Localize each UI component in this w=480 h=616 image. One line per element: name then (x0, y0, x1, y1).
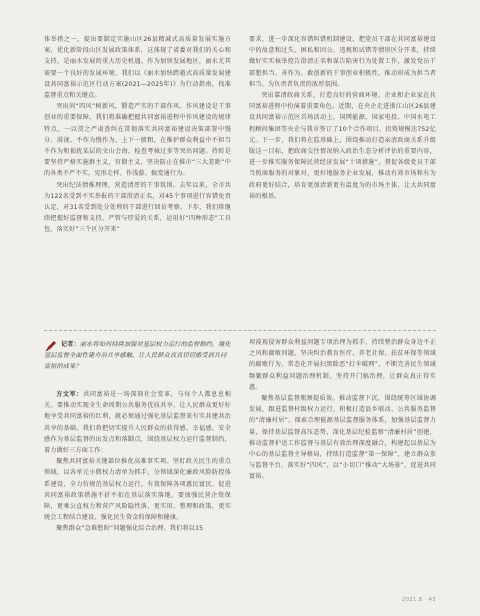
bottom-left-column (44, 389, 231, 535)
bottom-right-column (249, 337, 436, 483)
paragraph: 聚焦共同富裕关键部位推优高难事实项。坚盯政关民生的重点领域，以各单元小微权力清单为抓手，分领域深化廉政风险防控体系建设，全力仿规范基层权力运行，有效保障各项惠民富民、促进共同富裕政策措施不折不扣在基层落实落地。要加强民营企资保障，更乘公直权力和营产风险隐性落，更实用、整理和政策，更实统会工程结合建设、强化民生资金的保障和健康。 (44, 458, 231, 522)
paragraph: 突出靠清政商关系，打造良好的营商环境。企业和企业家在共同富裕进程中扮演着重要角色。近期，在央企走进浙江山区26县建设共同富裕示范区首场活动上，国网能源、国家电投、中国水电工程顾问集团等央企与我市签订了10个合作项目，投资规模达752亿元。下一步，我们将在监基础上，围绕推动打造亲清政商关系升级版这一目标，把政商交往情况纳入政治生态分析评估的重要内容，进一步推实服务保障民营经济发展“十项措施”，督促各级党员干部当照商服务的对象对，更好地服务企业发展，推动有效市场和有为政府更好结合，培育更加清新更有温度为的市场主体，让大共同富裕的根基。 (249, 92, 436, 200)
paragraph: 聚焦基层监督瓶颈提质效。推动监督下沉，围绕统筹区域协调发展，跟进监督村级权力运行，积极打造县乡联动、公共服务监督的“清廉村居”，探索合理能源基层监督服务体系，加强基层监督力量，保持基层监督高压态势，深化基层纪检监察“清廉村居”创建，推动监督护送工作监督与基层有效治理深度融合，构建起以基层为中心的基层监督主导格局，持续打造监督“第一保障”，建立群众参与监督平台，落实好“四风”、以“小切口”推动“大场景”，促进共同富裕。 (249, 395, 436, 481)
paragraph: 要求，进一步深化容错纠错机制建设，把党员干部在共同富裕建设中的故意和过失，困私和因公、违规和试错等情形区分开来，持续做好实实核举控告澄清正名和谋告陷害行为处置工作，激发党员干部想担当、善作为、敢创新的干事创业积极性，推动形成为担当者担当、为负责者负责的浓厚氛围。 (249, 36, 436, 88)
paragraph: 突出纪法情推理理，营造清厚的干事氛围。去年以来，全市共为122名受到不实举报的干部澄清正名，对45个事项进行容错免责认定，对31名受到处分处理的干部进行回访考察。下步，我们将继续把握好监督和支持、严管与厚爱的关系，运用好“四种形态”工具包，落实好“三个区分开来” (44, 181, 231, 234)
paragraph: 聚焦群众“急难愁盼”问题强化综合治理。我们将以15 (56, 525, 204, 533)
interview-question (44, 339, 232, 373)
top-left-column (44, 34, 231, 236)
top-right-column (249, 34, 436, 202)
page-footer: 2021.8 · 43 (401, 597, 436, 603)
answer-text: 共同富裕是一场深刻社会变革，与每个人都息息相关。要推动实现全生命周期公共服务优质共享，让人民群众更好好地享受共同富裕的红利，就必须通过强化基层监督来有实共建共治共享的基础。我们将把切实提升人民群众的获得感、幸福感、安全感作为基层监督的出发点和落脚点，围绕基层权力运行监督制约，着力做好三方面工作： (44, 391, 231, 455)
section-divider (44, 330, 436, 331)
paragraph: 突出问“四风”树新风，锻造严实的干部作风。作风建设是干事创业的重要保障。我们将准确把握共同富裕进程中作风建设的规律特点，一以贯之严肃查纠在贯彻落实共同富裕建设决策部署中慢分、漠视、不作为慢作为、上下一般粗，在推护群众利益中不担当不作为和损扰某层的文山会海、检查考核过多等突出问题。持转是要坚持严格实施群主义，官僚主义，坚决防止在推市“三大差距”中的各类不严不实，宪形走样、作浅游、搞变通行为。 (44, 103, 231, 178)
paragraph: 体举措之一，提出要制定实施山区26县精减式高质量发展实施方案，优化新阶段山区发展政策体系，这体现了省委对我们的关心和支持，是丽水发展的重大历史机遇。作为加快发展地区，丽水尤其需要一个良好的发展环境。我们以《丽水加快跨越式高质量发展建设共同富裕示范区行动方案(2021—2025年)》为行动指南，找准监督重点和关键点。 (44, 36, 231, 100)
answer-label: 方文军： (56, 391, 84, 398)
question-text: 丽水将如何持续加强对基层权力运行的监督制约，继化基层监督全面性建舟治共享感触，让人民群众真真切切感受到共同富裕的成果？ (44, 341, 231, 371)
answer-paragraph (44, 389, 231, 456)
question-label: 记者： (61, 341, 80, 348)
paragraph: 项漠视侵害群众利益问题专项治理为抓手，持续整治群众身边不正之风和腐败问题，坚决纠治教育医疗、养老社保、扶贫环保等领域的腐败行为，常态化开展扫黑除恶“打伞破网”，不断完善民生领域频繁群众利益问题治理机制，坚持开门搞治理，让群众真正得实惠。 (249, 339, 436, 391)
